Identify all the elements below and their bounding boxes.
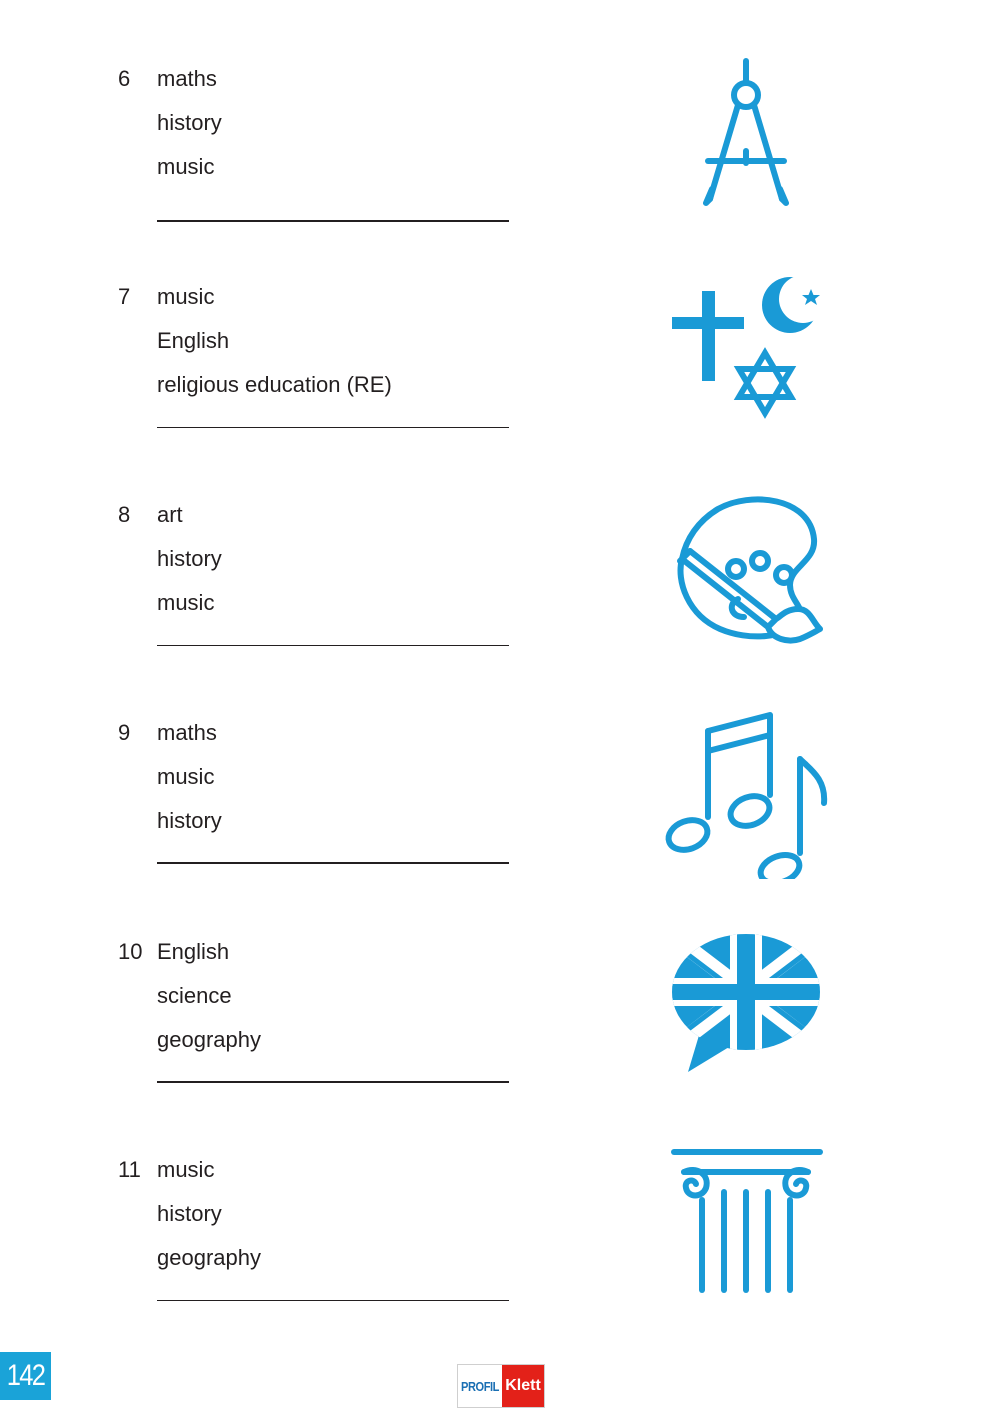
question-8: [0, 449, 1000, 667]
option: English: [157, 328, 230, 353]
profil-klett-logo: [457, 1364, 545, 1408]
question-10: [0, 886, 1000, 1104]
question-9: [0, 667, 1000, 885]
drawing-compass-icon: [660, 53, 832, 225]
answer-line-9[interactable]: [157, 862, 509, 864]
religious-symbols-icon: [660, 271, 832, 443]
answer-line-11[interactable]: [157, 1300, 509, 1301]
option: history: [157, 110, 222, 135]
option: geography: [157, 1245, 261, 1270]
logo-text-left: PROFIL: [461, 1378, 499, 1394]
question-number: 6: [118, 66, 131, 91]
question-number: 11: [118, 1157, 141, 1182]
option: religious education (RE): [157, 372, 392, 397]
option: music: [157, 1157, 215, 1182]
union-jack-speech-bubble-icon: [660, 926, 832, 1098]
option: science: [157, 983, 232, 1008]
question-11: [0, 1104, 1000, 1322]
option: art: [157, 502, 183, 527]
greek-column-icon: [660, 1144, 832, 1316]
paint-palette-icon: [660, 489, 832, 661]
option: history: [157, 1201, 222, 1226]
option: maths: [157, 720, 217, 745]
question-number: 7: [118, 284, 131, 309]
question-number: 9: [118, 720, 131, 745]
page-number: 142: [0, 1352, 51, 1400]
option: music: [157, 590, 215, 615]
option: geography: [157, 1027, 261, 1052]
option: music: [157, 284, 215, 309]
option: maths: [157, 66, 217, 91]
option: music: [157, 154, 215, 179]
answer-line-8[interactable]: [157, 645, 509, 646]
music-notes-icon: [660, 707, 832, 879]
question-7: [0, 231, 1000, 449]
question-number: 10: [118, 939, 143, 964]
option: history: [157, 808, 222, 833]
logo-text-right: Klett: [502, 1365, 544, 1407]
option: music: [157, 764, 215, 789]
option: English: [157, 939, 230, 964]
option: history: [157, 546, 222, 571]
question-number: 8: [118, 502, 131, 527]
answer-line-7[interactable]: [157, 427, 509, 428]
question-6: [0, 13, 1000, 231]
answer-line-6[interactable]: [157, 220, 509, 222]
answer-line-10[interactable]: [157, 1081, 509, 1083]
